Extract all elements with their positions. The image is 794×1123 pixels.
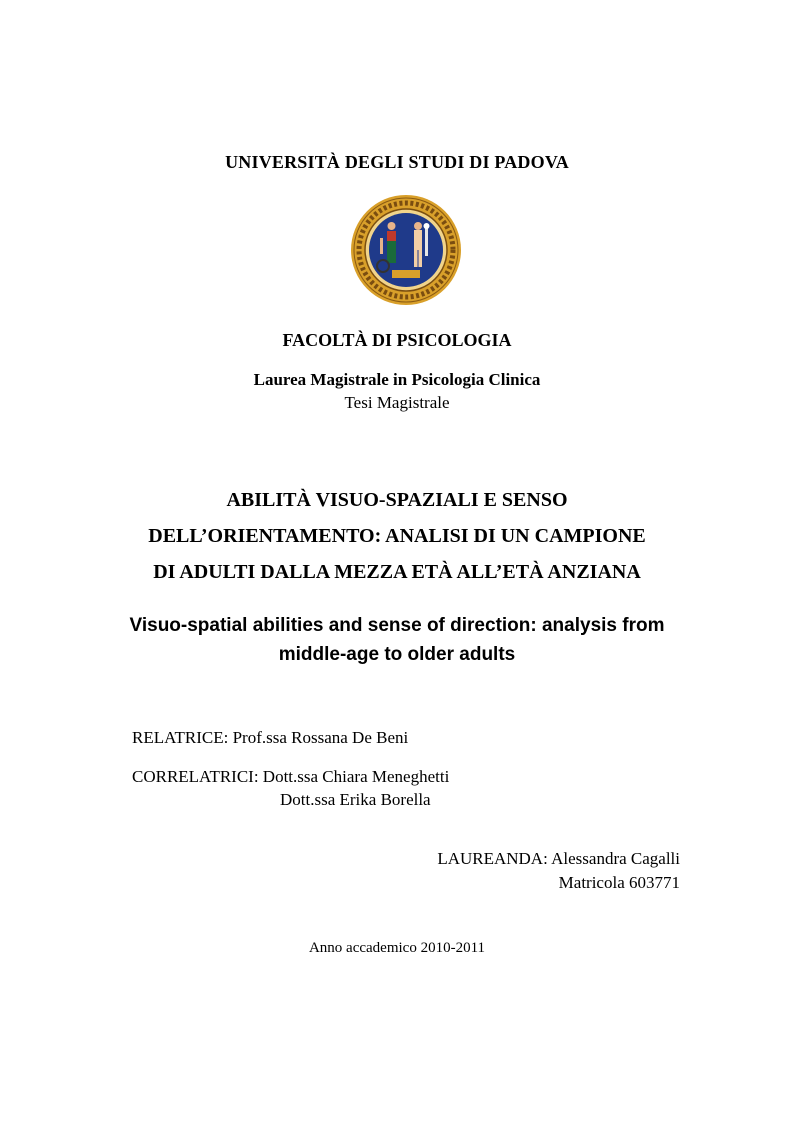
title-en-line-2: middle-age to older adults [278,644,516,665]
supervisor-correlatrice-2: Dott.ssa Erika Borella [280,790,431,809]
candidate-matricola: Matricola 603771 [558,873,680,892]
thesis-type: Tesi Magistrale [344,393,450,412]
title-it-line-3: DI ADULTI DALLA MEZZA ETÀ ALL’ETÀ ANZIANA [153,561,641,583]
thesis-title-italian [0,482,794,590]
university-name: UNIVERSITÀ DEGLI STUDI DI PADOVA [225,152,569,172]
title-it-line-1: ABILITÀ VISUO-SPAZIALI E SENSO [226,489,568,511]
title-en-line-1: Visuo-spatial abilities and sense of direction: analysis from [129,615,665,636]
seal-base [392,270,420,278]
degree-program: Laurea Magistrale in Psicologia Clinica [253,370,541,389]
candidate-name: LAUREANDA: Alessandra Cagalli [437,849,680,868]
faculty-name: FACOLTÀ DI PSICOLOGIA [282,330,512,350]
thesis-title-english [0,611,794,669]
title-it-line-2: DELL’ORIENTAMENTO: ANALISI DI UN CAMPIONE [148,525,646,547]
supervisor-correlatrici: CORRELATRICI: Dott.ssa Chiara Meneghetti [132,767,450,786]
university-seal-icon [350,194,462,306]
academic-year: Anno accademico 2010-2011 [308,940,486,956]
supervisor-relatrice: RELATRICE: Prof.ssa Rossana De Beni [132,728,409,747]
